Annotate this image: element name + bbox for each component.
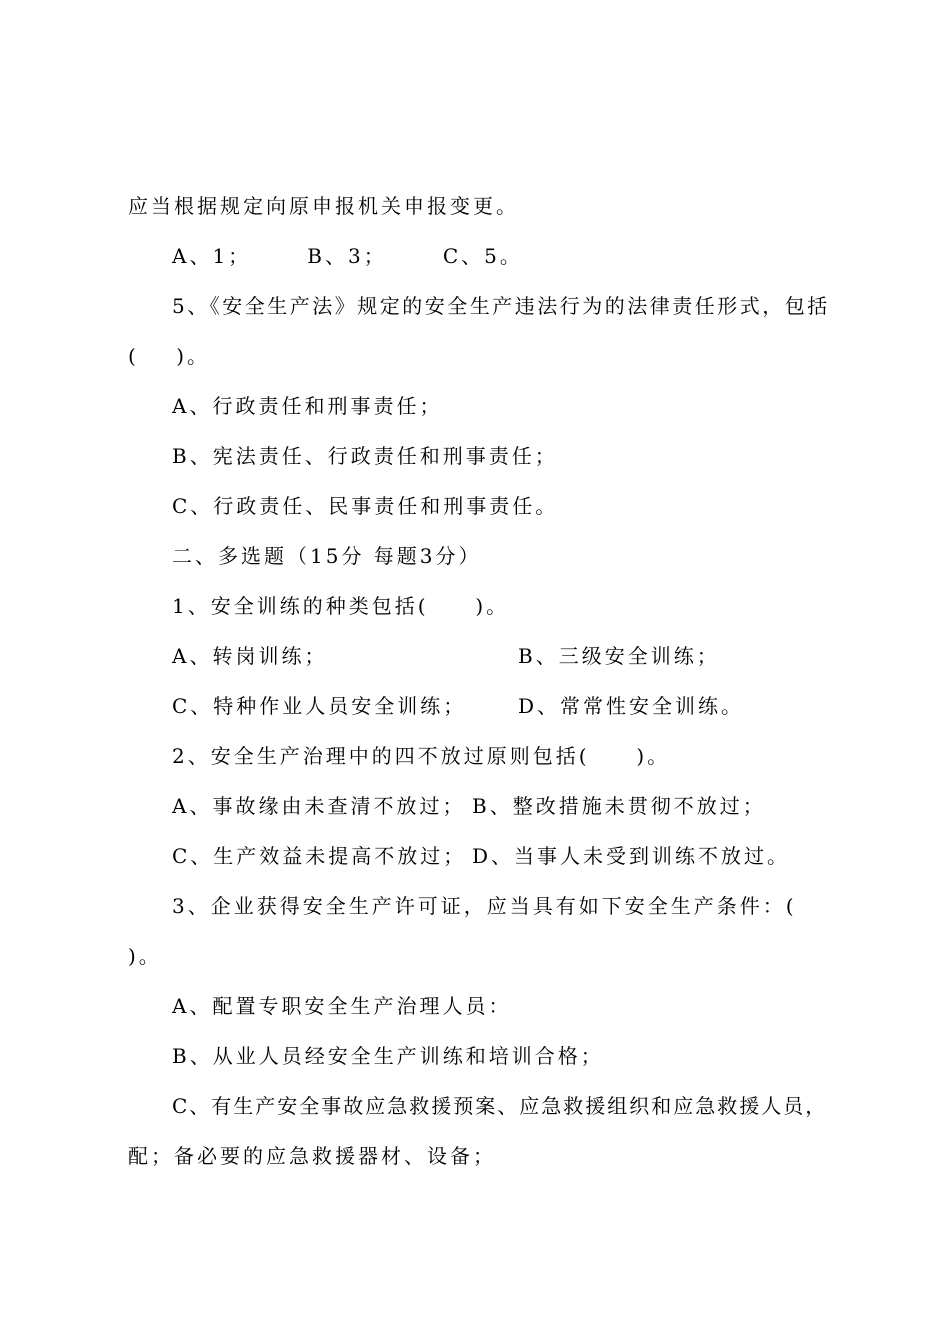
option-b: B、整改措施未贯彻不放过； xyxy=(472,794,766,818)
answer-blank: ( )。 xyxy=(128,344,211,368)
option-b: B、从业人员经安全生产训练和培训合格； xyxy=(172,1044,604,1068)
text-line: 应当根据规定向原申报机关申报变更。 xyxy=(128,194,519,218)
section-heading: 二、多选题（15分 每题3分） xyxy=(172,544,482,568)
option-a: A、配置专职安全生产治理人员： xyxy=(172,994,512,1018)
option-c: C、生产效益未提高不放过； xyxy=(172,844,467,868)
answer-blank: )。 xyxy=(128,944,162,968)
option-d: D、当事人未受到训练不放过。 xyxy=(472,844,791,868)
option-a: A、行政责任和刑事责任； xyxy=(172,394,443,418)
answer-options: A、1； B、3； C、5。 xyxy=(172,244,523,268)
option-c: C、特种作业人员安全训练； xyxy=(172,694,467,718)
option-b: B、宪法责任、行政责任和刑事责任； xyxy=(172,444,558,468)
text-line: 配；备必要的应急救援器材、设备； xyxy=(128,1144,496,1168)
option-a: A、事故缘由未查清不放过； xyxy=(172,794,466,818)
option-d: D、常常性安全训练。 xyxy=(518,694,745,718)
question-1: 1、安全训练的种类包括( )。 xyxy=(172,594,510,618)
option-a: A、转岗训练； xyxy=(172,644,328,668)
question-5: 5、《安全生产法》规定的安全生产违法行为的法律责任形式，包括 xyxy=(172,294,830,318)
option-c: C、有生产安全事故应急救援预案、应急救援组织和应急救援人员， xyxy=(172,1094,828,1118)
question-3: 3、企业获得安全生产许可证，应当具有如下安全生产条件：( xyxy=(172,894,797,918)
option-b: B、三级安全训练； xyxy=(518,644,720,668)
option-c: C、行政责任、民事责任和刑事责任。 xyxy=(172,494,559,518)
question-2: 2、安全生产治理中的四不放过原则包括( )。 xyxy=(172,744,671,768)
